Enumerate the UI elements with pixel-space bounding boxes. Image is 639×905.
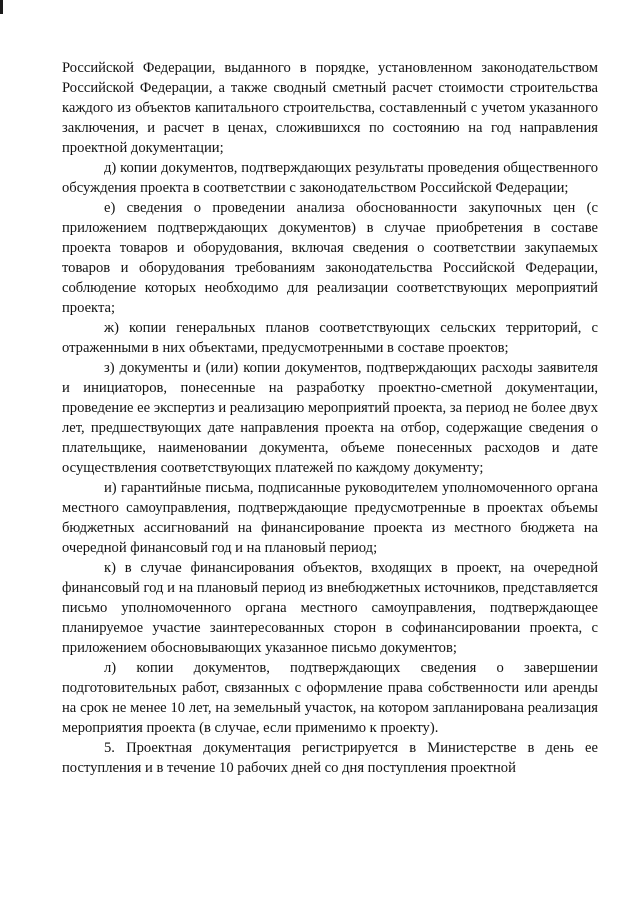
document-body xyxy=(62,58,598,778)
scan-edge-mark xyxy=(0,0,3,14)
paragraph-item-z: з) документы и (или) копии документов, подтверждающих расходы заявителя и инициаторов, понесенные на разработку проектно-сметной документации, проведение ее экспертиз и реализацию мероприятий проекта, за период не более двух лет, предшествующих дате направления проекта на отбор, содержащие сведения о плательщике, наименовании документа, объеме понесенных расходов и дате осуществления соответствующих платежей по каждому документу; xyxy=(62,360,598,476)
paragraph-continuation: Российской Федерации, выданного в порядке, установленном законодательством Российской Федерации, а также сводный сметный расчет стоимости строительства каждого из объектов капитального строительства, составленный с учетом указанного заключения, и расчет в ценах, сложившихся по состоянию на год направления проектной документации; xyxy=(62,60,598,156)
paragraph-section-5: 5. Проектная документация регистрируется в Министерстве в день ее поступления и в течение 10 рабочих дней со дня поступления проектной xyxy=(62,740,598,776)
paragraph-item-e: е) сведения о проведении анализа обоснованности закупочных цен (с приложением подтверждающих документов) в случае приобретения в составе проекта товаров и оборудования, включая сведения о соответствии закупаемых товаров и оборудования требованиям законодательства Российской Федерации, соблюдение которых необходимо для реализации соответствующих мероприятий проекта; xyxy=(62,200,598,316)
paragraph-item-k: к) в случае финансирования объектов, входящих в проект, на очередной финансовый год и на плановый период из внебюджетных источников, представляется письмо уполномоченного органа местного самоуправления, подтверждающее планируемое участие заинтересованных сторон в софинансировании проекта, с приложением обосновывающих указанное письмо документов; xyxy=(62,560,598,656)
paragraph-item-l: л) копии документов, подтверждающих сведения о завершении подготовительных работ, связанных с оформление права собственности или аренды на срок не менее 10 лет, на земельный участок, на котором запланирована реализация мероприятия проекта (в случае, если применимо к проекту). xyxy=(62,660,598,736)
paragraph-item-d: д) копии документов, подтверждающих результаты проведения общественного обсуждения проекта в соответствии с законодательством Российской Федерации; xyxy=(62,160,598,196)
paragraph-item-zh: ж) копии генеральных планов соответствующих сельских территорий, с отраженными в них объектами, предусмотренными в составе проектов; xyxy=(62,320,598,356)
paragraph-item-i: и) гарантийные письма, подписанные руководителем уполномоченного органа местного самоуправления, подтверждающие предусмотренные в проектах объемы бюджетных ассигнований на финансирование проекта из местного бюджета на очередной финансовый год и на плановый период; xyxy=(62,480,598,556)
